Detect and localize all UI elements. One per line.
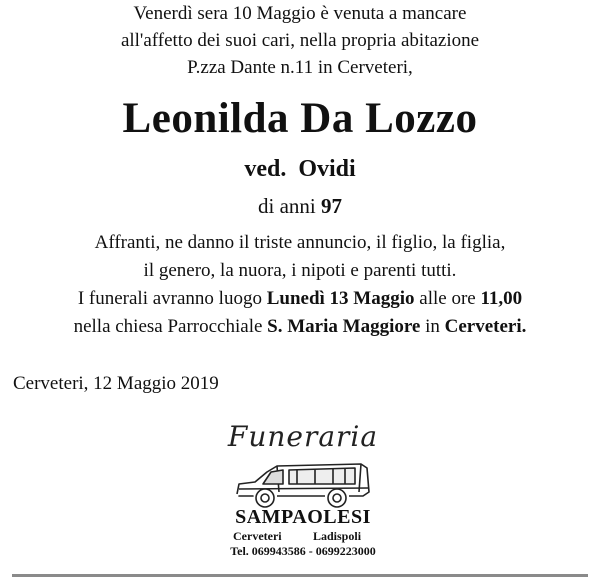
announcement-line-2: il genero, la nuora, i nipoti e parenti tutti. xyxy=(143,260,457,281)
announcement xyxy=(0,229,600,341)
age-prefix: di anni xyxy=(258,194,316,218)
funeral-text: I funerali avranno luogo xyxy=(77,288,267,309)
intro-line-2: all'affetto dei suoi cari, nella propria abitazione xyxy=(120,30,480,51)
announcement-line-4 xyxy=(0,313,600,341)
funeral-day: Lunedì 13 Maggio xyxy=(266,288,415,309)
logo-town-2: Ladispoli xyxy=(313,529,362,543)
logo-town-1: Cerveteri xyxy=(233,529,282,543)
church-town: Cerveteri. xyxy=(444,316,527,337)
hearse-icon xyxy=(233,458,373,510)
deceased-name: Leonilda Da Lozzo xyxy=(122,95,478,142)
funeral-time-text: alle ore xyxy=(414,288,481,309)
bottom-divider xyxy=(12,574,588,577)
church-name: S. Maria Maggiore xyxy=(267,316,421,337)
age-value: 97 xyxy=(321,194,342,218)
in-text: in xyxy=(420,316,445,337)
logo-brand: SAMPAOLESI xyxy=(235,506,371,528)
funeral-time: 11,00 xyxy=(480,288,523,309)
intro-text xyxy=(0,0,600,81)
age-line xyxy=(0,192,600,220)
widow-of: ved. Ovidi xyxy=(244,156,356,182)
church-text: nella chiesa Parrocchiale xyxy=(73,316,268,337)
announcement-line-3 xyxy=(0,285,600,313)
announcement-line-1: Affranti, ne danno il triste annuncio, il figlio, la figlia, xyxy=(94,232,506,253)
dateline: Cerveteri, 12 Maggio 2019 xyxy=(13,373,219,394)
logo-word: Funeraria xyxy=(227,420,379,453)
intro-line-1: Venerdì sera 10 Maggio è venuta a mancare xyxy=(133,3,467,24)
funeral-home-logo xyxy=(215,418,391,568)
intro-line-3: P.zza Dante n.11 in Cerveteri, xyxy=(187,57,413,78)
logo-phone: Tel. 069943586 - 0699223000 xyxy=(230,544,376,558)
